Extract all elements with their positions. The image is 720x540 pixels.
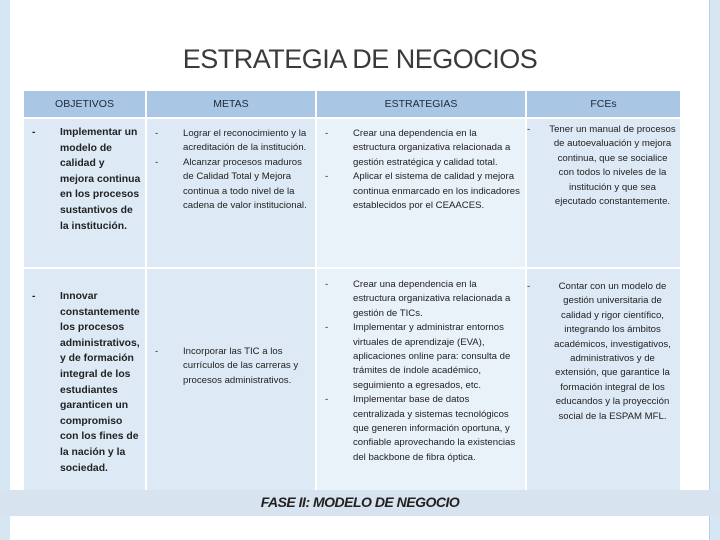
header-estrategias: ESTRATEGIAS	[316, 90, 526, 118]
bullet-dash: -	[325, 171, 329, 183]
table-row	[23, 268, 681, 512]
header-metas: METAS	[146, 90, 316, 118]
objetivo-cell	[23, 118, 146, 268]
meta-text: Lograr el reconocimiento y la acreditación de la institución.	[183, 128, 307, 154]
bullet-dash: -	[325, 322, 329, 334]
estrategia-text: Aplicar el sistema de calidad y mejora continua enmarcado en los indicadores establecidos por el CEAACES.	[353, 171, 520, 212]
bullet-dash: -	[527, 124, 531, 135]
left-frame-band	[0, 0, 10, 540]
objetivo-cell	[23, 268, 146, 512]
estrategias-cell	[316, 268, 526, 512]
fce-cell	[526, 118, 681, 268]
bullet-dash: -	[32, 127, 36, 138]
bullet-dash: -	[325, 394, 329, 406]
bullet-dash: -	[527, 281, 531, 292]
meta-text: Incorporar las TIC a los currículos de las carreras y procesos administrativos.	[183, 346, 299, 386]
estrategia-text: Crear una dependencia en la estructura organizativa relacionada a gestión estratégica y calidad total.	[353, 128, 511, 168]
bullet-dash: -	[325, 279, 329, 290]
estrategias-cell	[316, 118, 526, 268]
bullet-dash: -	[325, 128, 329, 139]
bullet-dash: -	[32, 291, 36, 302]
strategy-table	[22, 89, 682, 513]
bullet-dash: -	[155, 156, 159, 168]
estrategia-text: Crear una dependencia en la estructura organizativa relacionada a gestión de TICs.	[353, 279, 511, 319]
right-frame-line	[709, 0, 710, 540]
header-fces: FCEs	[526, 90, 681, 118]
table-header-row	[23, 90, 681, 118]
objetivo-text: Innovar constantemente los procesos administrativos, y de formación integral de los estudiantes garanticen un compromiso con los fines de la nación y la sociedad.	[60, 291, 140, 474]
estrategia-text: Implementar y administrar entornos virtuales de aprendizaje (EVA), aplicaciones online para: consulta de trámites de índole académico, seguimiento a egresados, etc.	[353, 322, 511, 391]
bullet-dash: -	[155, 128, 159, 139]
fce-text: Contar con un modelo de gestión universitaria de calidad y rigor científico, integrando los ámbitos académicos, investigativos, administrativos y de extensión, que garantice la formación integral de los educandos y la proyección social de la ESPAM MFL.	[554, 281, 671, 422]
fce-text: Tener un manual de procesos de autoevaluación y mejora continua, que se socialice con todos lo niveles de la institución y que sea ejecutado constantemente.	[549, 124, 676, 208]
header-objetivos: OBJETIVOS	[23, 90, 146, 118]
metas-cell	[146, 268, 316, 512]
estrategia-text: Implementar base de datos centralizada y sistemas tecnológicos que generen información oportuna, y confiable aprovechando la existencias del backbone de fibra óptica.	[353, 394, 516, 463]
right-frame-band	[710, 0, 720, 540]
bullet-dash: -	[155, 346, 159, 357]
objetivo-text: Implementar un modelo de calidad y mejora continua en los procesos sustantivos de la institución.	[60, 127, 141, 232]
meta-text: Alcanzar procesos maduros de Calidad Total y Mejora continua a todo nivel de la cadena de valor institucional.	[183, 156, 307, 212]
metas-cell	[146, 118, 316, 268]
slide-title: ESTRATEGIA DE NEGOCIOS	[182, 44, 538, 74]
fce-cell	[526, 268, 681, 512]
table-row	[23, 118, 681, 268]
footer-title: FASE II: MODELO DE NEGOCIO	[260, 494, 460, 510]
